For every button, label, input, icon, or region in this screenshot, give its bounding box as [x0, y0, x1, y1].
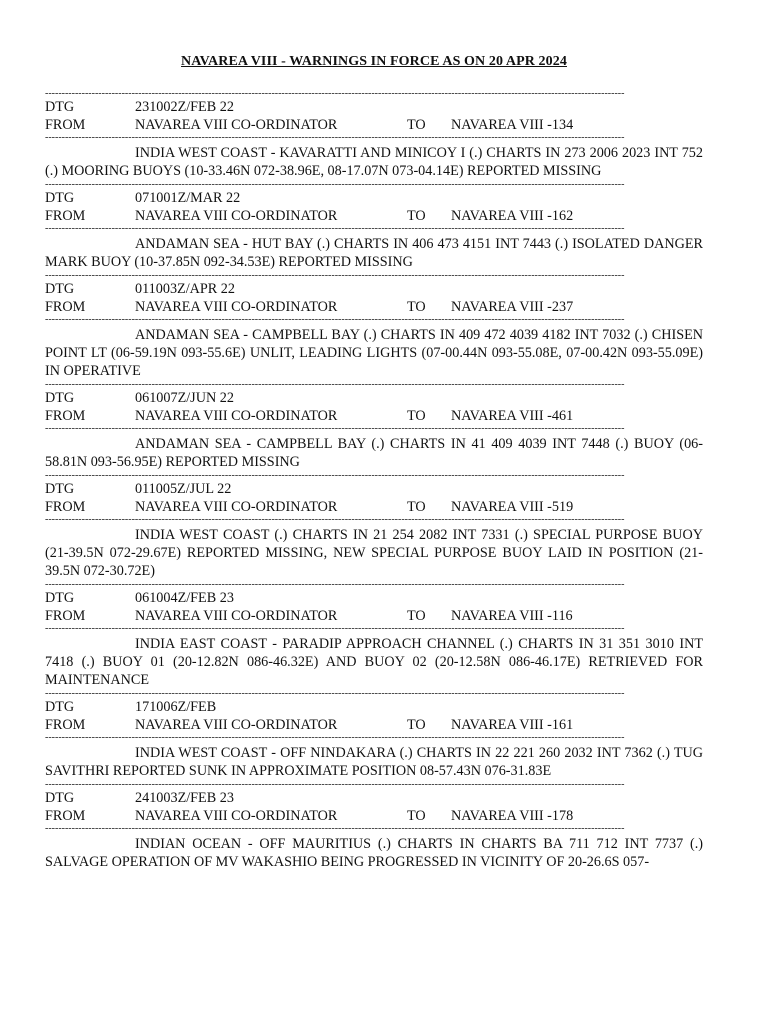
warning-block	[45, 272, 703, 381]
dashed-separator	[45, 734, 683, 742]
dashed-separator	[45, 381, 683, 389]
to-label: TO	[407, 117, 426, 133]
dtg-value: 171006Z/FEB	[135, 699, 217, 715]
warning-text: INDIA WEST COAST (.) CHARTS IN 21 254 2082 INT 7331 (.) SPECIAL PURPOSE BUOY (21-39.5N 072-29.67E) REPORTED MISSING, NEW SPECIAL PURPOSE BUOY LAID IN POSITION (21-39.5N 072-30.72E)	[45, 527, 703, 579]
to-label: TO	[407, 808, 426, 824]
dtg-row	[45, 480, 703, 498]
to-value: NAVAREA VIII -519	[451, 499, 574, 515]
dtg-value: 011005Z/JUL 22	[135, 481, 232, 497]
from-label: FROM	[45, 408, 86, 424]
dtg-row	[45, 698, 703, 716]
dashed-separator	[45, 472, 683, 480]
from-row	[45, 407, 703, 425]
to-label: TO	[407, 499, 426, 515]
dtg-label: DTG	[45, 699, 75, 715]
to-label: TO	[407, 608, 426, 624]
dtg-label: DTG	[45, 390, 75, 406]
dtg-row	[45, 189, 703, 207]
warning-block	[45, 381, 703, 472]
dtg-value: 011003Z/APR 22	[135, 281, 235, 297]
warning-block	[45, 90, 703, 181]
to-label: TO	[407, 717, 426, 733]
dashed-separator	[45, 181, 683, 189]
to-value: NAVAREA VIII -461	[451, 408, 574, 424]
warning-text: ANDAMAN SEA - HUT BAY (.) CHARTS IN 406 473 4151 INT 7443 (.) ISOLATED DANGER MARK BUOY (10-37.85N 092-34.53E) REPORTED MISSING	[45, 236, 703, 270]
from-label: FROM	[45, 299, 86, 315]
warning-text: ANDAMAN SEA - CAMPBELL BAY (.) CHARTS IN 41 409 4039 INT 7448 (.) BUOY (06-58.81N 093-56.95E) REPORTED MISSING	[45, 436, 703, 470]
dtg-row	[45, 789, 703, 807]
dtg-row	[45, 98, 703, 116]
from-label: FROM	[45, 717, 86, 733]
from-value: NAVAREA VIII CO-ORDINATOR	[135, 117, 338, 133]
from-value: NAVAREA VIII CO-ORDINATOR	[135, 717, 338, 733]
from-value: NAVAREA VIII CO-ORDINATOR	[135, 808, 338, 824]
dtg-value: 071001Z/MAR 22	[135, 190, 241, 206]
dtg-value: 231002Z/FEB 22	[135, 99, 234, 115]
from-label: FROM	[45, 808, 86, 824]
warning-text: INDIA WEST COAST - KAVARATTI AND MINICOY I (.) CHARTS IN 273 2006 2023 INT 752 (.) MOORING BUOYS (10-33.46N 072-38.96E, 08-17.07N 073-04.14E) REPORTED MISSING	[45, 145, 703, 179]
from-label: FROM	[45, 499, 86, 515]
dashed-separator	[45, 690, 683, 698]
to-value: NAVAREA VIII -162	[451, 208, 574, 224]
dtg-value: 061004Z/FEB 23	[135, 590, 234, 606]
from-row	[45, 807, 703, 825]
warning-block	[45, 781, 703, 872]
warning-text: INDIAN OCEAN - OFF MAURITIUS (.) CHARTS IN CHARTS BA 711 712 INT 7737 (.) SALVAGE OPERATION OF MV WAKASHIO BEING PROGRESSED IN VICINITY OF 20-26.6S 057-	[45, 836, 703, 870]
from-row	[45, 498, 703, 516]
dashed-separator	[45, 272, 683, 280]
from-row	[45, 716, 703, 734]
warning-text: INDIA EAST COAST - PARADIP APPROACH CHANNEL (.) CHARTS IN 31 351 3010 INT 7418 (.) BUOY 01 (20-12.82N 086-46.32E) AND BUOY 02 (20-12.58N 086-46.17E) RETRIEVED FOR MAINTENANCE	[45, 636, 703, 688]
warning-block	[45, 472, 703, 581]
to-value: NAVAREA VIII -134	[451, 117, 574, 133]
dtg-row	[45, 389, 703, 407]
dtg-value: 061007Z/JUN 22	[135, 390, 234, 406]
from-label: FROM	[45, 208, 86, 224]
to-label: TO	[407, 408, 426, 424]
from-value: NAVAREA VIII CO-ORDINATOR	[135, 608, 338, 624]
from-value: NAVAREA VIII CO-ORDINATOR	[135, 408, 338, 424]
dashed-separator	[45, 316, 683, 324]
document-title: NAVAREA VIII - WARNINGS IN FORCE AS ON 20 APR 2024	[181, 54, 567, 69]
dashed-separator	[45, 625, 683, 633]
to-value: NAVAREA VIII -116	[451, 608, 573, 624]
warning-text: ANDAMAN SEA - CAMPBELL BAY (.) CHARTS IN 409 472 4039 4182 INT 7032 (.) CHISEN POINT LT (06-59.19N 093-55.6E) UNLIT, LEADING LIGHTS (07-00.44N 093-55.08E, 07-00.42N 093-55.09E) IN OPERATIVE	[45, 327, 703, 379]
dashed-separator	[45, 781, 683, 789]
dashed-separator	[45, 425, 683, 433]
to-label: TO	[407, 299, 426, 315]
from-row	[45, 116, 703, 134]
to-value: NAVAREA VIII -237	[451, 299, 574, 315]
dashed-separator	[45, 225, 683, 233]
from-row	[45, 298, 703, 316]
to-label: TO	[407, 208, 426, 224]
to-value: NAVAREA VIII -161	[451, 717, 574, 733]
dtg-label: DTG	[45, 790, 75, 806]
warning-block	[45, 181, 703, 272]
warning-block	[45, 581, 703, 690]
from-value: NAVAREA VIII CO-ORDINATOR	[135, 299, 338, 315]
dtg-label: DTG	[45, 190, 75, 206]
from-value: NAVAREA VIII CO-ORDINATOR	[135, 208, 338, 224]
warning-block	[45, 690, 703, 781]
dashed-separator	[45, 516, 683, 524]
dtg-label: DTG	[45, 99, 75, 115]
document-page	[45, 52, 703, 872]
dtg-label: DTG	[45, 281, 75, 297]
dashed-separator	[45, 825, 683, 833]
dashed-separator	[45, 90, 683, 98]
dashed-separator	[45, 134, 683, 142]
from-label: FROM	[45, 117, 86, 133]
from-label: FROM	[45, 608, 86, 624]
dtg-label: DTG	[45, 481, 75, 497]
dtg-row	[45, 589, 703, 607]
to-value: NAVAREA VIII -178	[451, 808, 574, 824]
dtg-label: DTG	[45, 590, 75, 606]
from-row	[45, 207, 703, 225]
warnings-list	[45, 90, 703, 872]
warning-text: INDIA WEST COAST - OFF NINDAKARA (.) CHARTS IN 22 221 260 2032 INT 7362 (.) TUG SAVITHRI REPORTED SUNK IN APPROXIMATE POSITION 08-57.43N 076-31.83E	[45, 745, 703, 779]
dtg-value: 241003Z/FEB 23	[135, 790, 234, 806]
dashed-separator	[45, 581, 683, 589]
from-row	[45, 607, 703, 625]
dtg-row	[45, 280, 703, 298]
from-value: NAVAREA VIII CO-ORDINATOR	[135, 499, 338, 515]
